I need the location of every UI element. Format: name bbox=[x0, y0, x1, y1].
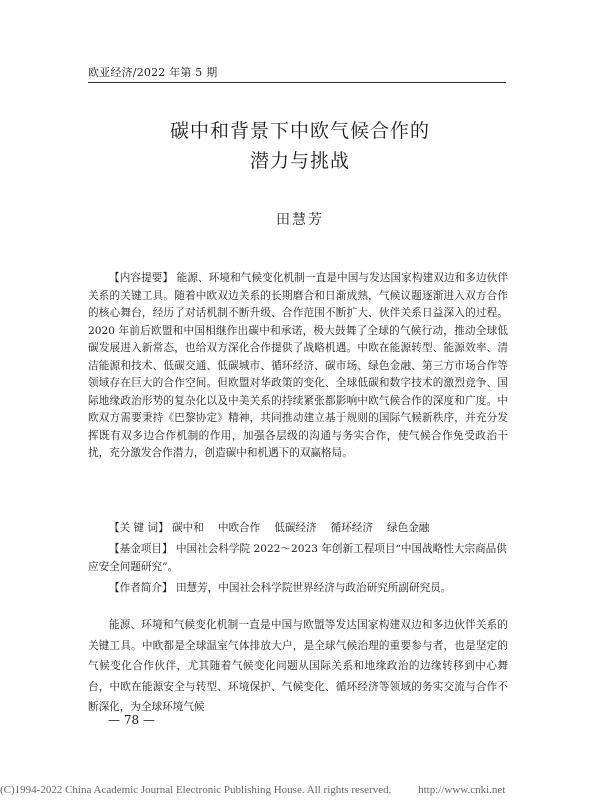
page-number: — 78 — bbox=[108, 713, 155, 727]
journal-header: 欧亚经济/2022 年第 5 期 bbox=[88, 66, 218, 79]
author-name: 田慧芳 bbox=[276, 212, 324, 228]
abstract bbox=[88, 270, 508, 463]
title-line-1: 碳中和背景下中欧气候合作的 bbox=[169, 120, 430, 142]
keywords bbox=[88, 520, 508, 538]
article-title bbox=[0, 116, 600, 176]
copyright-text: (C)1994-2022 China Academic Journal Electronic Publishing House. All rights reserved. bbox=[0, 784, 392, 796]
header-rule bbox=[88, 82, 506, 83]
copyright-footer bbox=[0, 784, 600, 796]
keywords-label: 【关 键 词】 bbox=[109, 522, 169, 534]
abstract-label: 【内容提要】 bbox=[109, 272, 174, 284]
author-intro-text: 田慧芳，中国社会科学院世界经济与政治研究所副研究员。 bbox=[175, 582, 452, 594]
keyword: 中欧合作 bbox=[217, 522, 261, 534]
keyword: 碳中和 bbox=[172, 522, 204, 534]
funding bbox=[88, 541, 508, 576]
author-intro bbox=[88, 580, 508, 598]
abstract-text: 能源、环境和气候变化机制一直是中国与发达国家构建双边和多边伙伴关系的关键工具。随着中欧双边关系的长期磨合和日渐成熟，气候议题逐渐进入双方合作的核心舞台，经历了对话机制不断升级、合作范围不断扩大、伙伴关系日益深入的过程。2020 年前后欧盟和中国相继作出碳中和承诺，极大鼓舞了全球的气候行动，推动全球低碳发展进入新常态，也给双方深化合作提供了战略机遇。中欧在能源转型、能源效率、清洁能源和技术、低碳交通、低碳城市、循环经济、碳市场、绿色金融、第三方市场合作等领域存在巨大的合作空间。但欧盟对华政策的变化、全球低碳和数字技术的激烈竞争、国际地缘政治形势的复杂化以及中美关系的持续紧张都影响中欧气候合作的深度和广度。中欧双方需要秉持《巴黎协定》精神，共同推动建立基于规则的国际气候新秩序，并充分发挥既有双多边合作机制的作用，加强各层级的沟通与务实合作，使气候合作免受政治干扰，充分激发合作潜力，创造碳中和机遇下的双赢格局。 bbox=[88, 272, 508, 459]
funding-text: 中国社会科学院 2022～2023 年创新工程项目“中国战略性大宗商品供应安全问题研究”。 bbox=[88, 543, 507, 573]
title-line-2: 潜力与挑战 bbox=[249, 150, 350, 172]
keyword: 循环经济 bbox=[330, 522, 373, 534]
keyword: 低碳经济 bbox=[274, 522, 317, 534]
body-paragraph: 能源、环境和气候变化机制一直是中国与欧盟等发达国家构建双边和多边伙伴关系的关键工具。中欧都是全球温室气体排放大户，是全球气候治理的重要参与者，也是坚定的气候变化合作伙伴，尤其随着气候变化问题从国际关系和地缘政治的边缘转移到中心舞台，中欧在能源安全与转型、环境保护、气候变化、循环经济等领域的务实交流与合作不断深化，为全球环境气候 bbox=[88, 619, 508, 714]
funding-label: 【基金项目】 bbox=[109, 543, 173, 555]
cnki-link[interactable]: http://www.cnki.net bbox=[418, 784, 506, 796]
author-intro-label: 【作者简介】 bbox=[109, 582, 173, 594]
keyword: 绿色金融 bbox=[387, 522, 430, 534]
